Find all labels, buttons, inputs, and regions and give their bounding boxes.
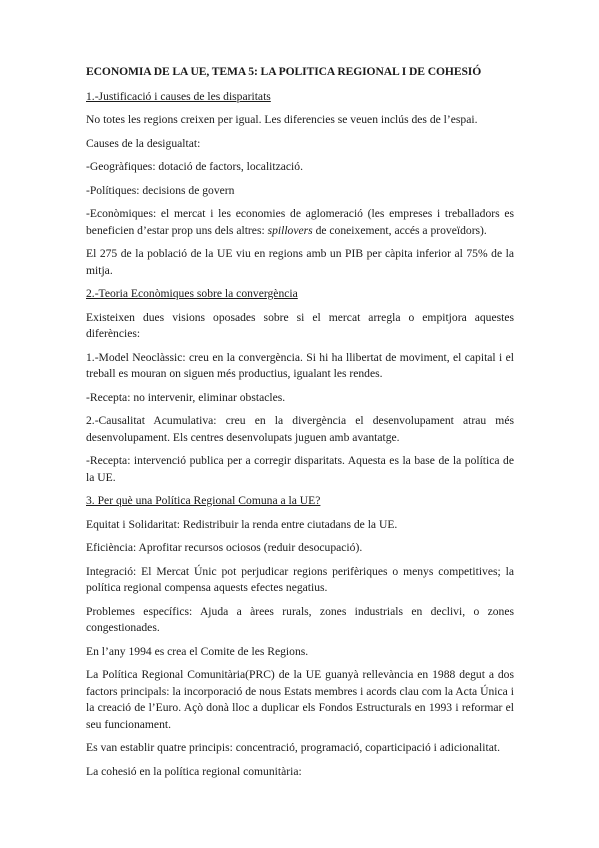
paragraph: -Geogràfiques: dotació de factors, localització. — [86, 160, 303, 173]
paragraph: -Polítiques: decisions de govern — [86, 183, 235, 197]
paragraph: Existeixen dues visions oposades sobre si el mercat arregla o empitjora aquestes diferències: — [86, 310, 514, 340]
paragraph-text: -Econòmiques: el mercat i les economies de aglomeració (les empreses i treballadors es beneficien d’estar prop uns dels altres: — [86, 207, 514, 237]
paragraph: Problemes específics: Ajuda a àrees rurals, zones industrials en declivi, o zones congestionades. — [86, 604, 514, 634]
paragraph: Eficiència: Aprofitar recursos ociosos (reduir desocupació). — [86, 541, 363, 554]
paragraph: La cohesió en la política regional comunitària: — [86, 764, 302, 778]
paragraph: El 275 de la població de la UE viu en regions amb un PIB per càpita inferior al 75% de la mitja. — [86, 247, 514, 277]
section-2-heading: 2.-Teoria Econòmiques sobre la convergència — [86, 287, 298, 300]
section-1-heading: 1.-Justificació i causes de les disparitats — [86, 89, 271, 103]
paragraph: 1.-Model Neoclàssic: creu en la convergència. Si hi ha llibertat de moviment, el capital i el treball es mouran on siguen més productius, igualant les rendes. — [86, 350, 514, 380]
paragraph — [86, 206, 514, 239]
paragraph: 2.-Causalitat Acumulativa: creu en la divergència el desenvolupament atrau més desenvolupament. Els centres desenvolupats juguen amb avantatge. — [86, 414, 514, 444]
paragraph: No totes les regions creixen per igual. Les diferencies se veuen inclús des de l’espai. — [86, 113, 478, 126]
paragraph: Es van establir quatre principis: concentració, programació, coparticipació i adicionalitat. — [86, 741, 500, 754]
paragraph: Equitat i Solidaritat: Redistribuir la renda entre ciutadans de la UE. — [86, 517, 398, 531]
paragraph: -Recepta: intervenció publica per a corregir disparitats. Aquesta es la base de la política de la UE. — [86, 454, 514, 484]
paragraph-text: de coneixement, accés a proveïdors). — [312, 223, 487, 237]
document-page — [86, 64, 514, 787]
document-title: ECONOMIA DE LA UE, TEMA 5: LA POLITICA REGIONAL I DE COHESIÓ — [86, 65, 482, 78]
emphasis-text: spillovers — [267, 223, 313, 237]
paragraph: Integració: El Mercat Únic pot perjudicar regions perifèriques o menys competitives; la política regional compensa aquests efectes negatius. — [86, 564, 514, 594]
paragraph: La Política Regional Comunitària(PRC) de la UE guanyà rellevància en 1988 degut a dos factors principals: la incorporació de nous Estats membres i acords clau com la Acta Única i la creació de l’Euro. Açò donà lloc a duplicar els Fondos Estructurals en 1993 i reformar el seu funcionament. — [86, 668, 514, 731]
paragraph: En l’any 1994 es crea el Comite de les Regions. — [86, 644, 309, 658]
paragraph: Causes de la desigualtat: — [86, 136, 201, 150]
section-3-heading: 3. Per què una Política Regional Comuna a la UE? — [86, 494, 321, 507]
paragraph: -Recepta: no intervenir, eliminar obstacles. — [86, 390, 286, 404]
